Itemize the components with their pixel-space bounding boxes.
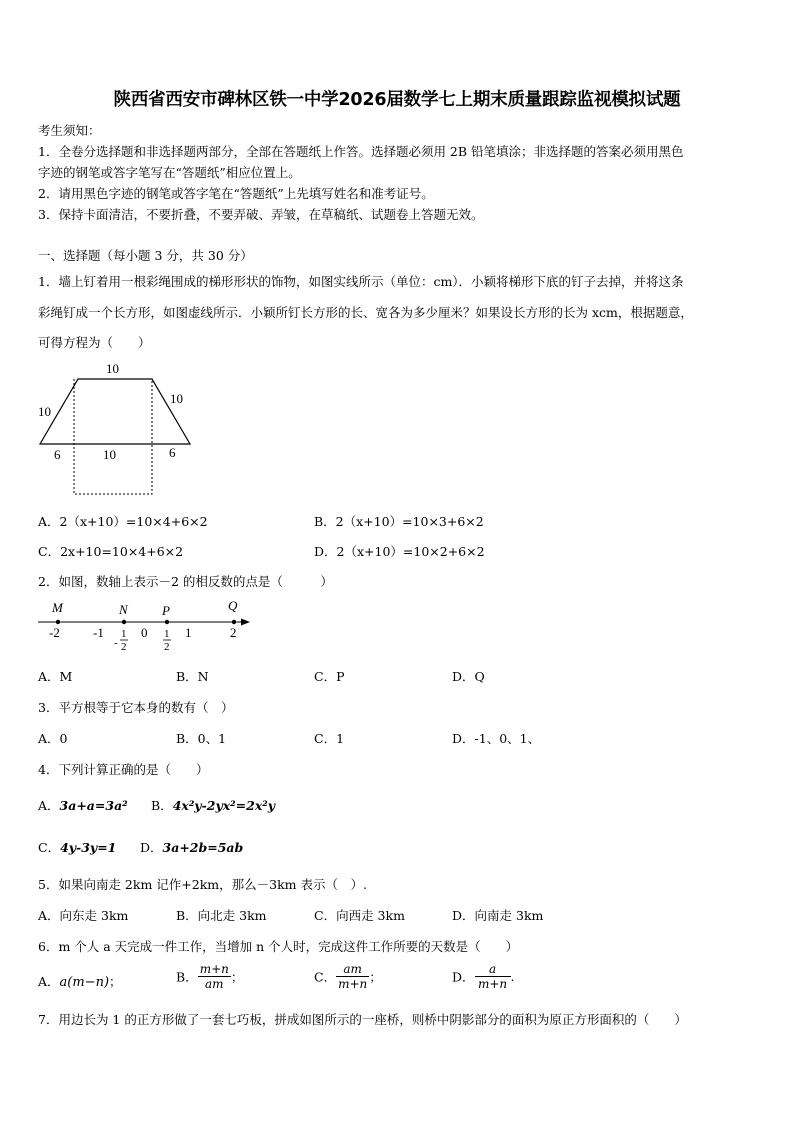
q1-option-b: B．2（x+10）=10×3+6×2	[314, 514, 484, 529]
label-bottom-mid: 10	[103, 447, 116, 462]
label-M: M	[52, 600, 63, 615]
q4-option-c	[38, 838, 116, 856]
q3-option-d: D．-1、0、1、	[452, 731, 541, 746]
point-M	[56, 620, 60, 624]
label-bottom-right: 6	[169, 445, 176, 460]
q1-trapezoid-figure	[30, 356, 210, 501]
option-label: A．	[38, 974, 60, 989]
q2-option-a: A．M	[38, 669, 73, 684]
notice-line: 1．全卷分选择题和非选择题两部分，全部在答题纸上作答。选择题必须用 2B 铅笔填涂；非选择题的答案必须用黑色	[38, 144, 684, 159]
denominator: m+n	[338, 977, 368, 991]
notice-line: 2．请用黑色字迹的钢笔或答字笔在“答题纸”上先填写姓名和准考证号。	[38, 186, 434, 201]
fraction	[336, 962, 369, 991]
q7-stem: 7．用边长为 1 的正方形做了一套七巧板，拼成如图所示的一座桥，则桥中阴影部分的面积为原正方形面积的（ ）	[38, 1012, 687, 1027]
numerator: m+n	[199, 962, 229, 976]
q3-option-c: C．1	[314, 731, 345, 746]
point-Q	[232, 620, 236, 624]
frac-num: 1	[164, 628, 170, 640]
tick--1: -1	[93, 625, 104, 640]
numerator: a	[488, 962, 497, 976]
numerator: am	[343, 962, 362, 976]
q5-option-b: B．向北走 3km	[176, 908, 267, 923]
option-label: C．	[38, 840, 61, 855]
q4-option-b	[151, 796, 275, 814]
option-expr: 4x²y-2yx²=2x²y	[172, 798, 276, 813]
option-suffix: .	[510, 969, 515, 984]
label-P: P	[162, 603, 170, 618]
q2-option-d: D．Q	[452, 669, 485, 684]
q3-stem: 3．平方根等于它本身的数有（ ）	[38, 700, 234, 715]
q3-option-b: B．0、1	[176, 731, 227, 746]
q2-option-c: C．P	[314, 669, 345, 684]
q6-option-c	[314, 962, 382, 991]
denominator: m+n	[475, 976, 511, 991]
q3-option-a: A．0	[38, 731, 68, 746]
point-P	[165, 620, 169, 624]
label-top: 10	[106, 361, 119, 376]
section-heading: 一、选择题（每小题 3 分，共 30 分）	[38, 248, 253, 263]
fraction	[475, 962, 511, 991]
q5-option-d: D．向南走 3km	[452, 908, 544, 923]
tick-2: 2	[230, 625, 237, 640]
fraction	[198, 962, 231, 991]
arrow-head	[241, 619, 250, 626]
q4-stem: 4．下列计算正确的是（ ）	[38, 762, 209, 777]
label-N: N	[119, 602, 128, 617]
option-expr: 3a+2b=5ab	[162, 840, 244, 855]
option-label: A．	[38, 798, 60, 813]
notice-line: 字迹的钢笔或答字笔写在“答题纸”相应位置上。	[38, 165, 301, 180]
q4-option-a	[38, 796, 128, 814]
q5-option-a: A．向东走 3km	[38, 908, 129, 923]
denominator: am	[198, 976, 231, 991]
q2-stem: 2．如图，数轴上表示－2 的相反数的点是（ ）	[38, 574, 333, 589]
tick-0: 0	[141, 625, 148, 640]
label-right: 10	[170, 391, 183, 406]
page-title: 陕西省西安市碑林区铁一中学2026届数学七上期末质量跟踪监视模拟试题	[113, 90, 681, 110]
q5-option-c: C．向西走 3km	[314, 908, 405, 923]
q1-option-c: C．2x+10=10×4+6×2	[38, 544, 184, 559]
option-expr: 3a+a=3a²	[59, 798, 128, 813]
option-expr: 4y-3y=1	[60, 840, 117, 855]
option-label: C．	[314, 969, 337, 985]
notice-line: 3．保持卡面清洁，不要折叠，不要弄破、弄皱，在草稿纸、试题卷上答题无效。	[38, 207, 484, 222]
frac-den: 2	[164, 641, 170, 653]
trapezoid-solid	[40, 379, 190, 444]
q1-option-d: D．2（x+10）=10×2+6×2	[314, 544, 485, 559]
q2-number-line	[30, 596, 260, 656]
option-suffix: ；	[369, 969, 382, 985]
q6-option-a	[38, 972, 122, 990]
option-label: B．	[151, 798, 173, 813]
option-label: D．	[140, 840, 163, 855]
tick--2: -2	[49, 625, 60, 640]
q1-stem-line: 彩绳钉成一个长方形，如图虚线所示．小颖所钉长方形的长、宽各为多少厘米？如果设长方形的长为 xcm，根据题意，	[38, 305, 693, 320]
option-suffix: ；	[109, 974, 122, 989]
label-left: 10	[38, 404, 51, 419]
q1-option-a: A．2（x+10）=10×4+6×2	[38, 514, 208, 529]
label-Q: Q	[228, 598, 238, 613]
tick-1: 1	[185, 625, 192, 640]
option-label: B．	[176, 969, 198, 985]
frac-minus: -	[114, 637, 118, 649]
q6-stem: 6．m 个人 a 天完成一件工作，当增加 n 个人时，完成这件工作所要的天数是（ ）	[38, 939, 519, 954]
frac-num: 1	[121, 628, 127, 640]
label-bottom-left: 6	[54, 447, 61, 462]
frac-den: 2	[121, 641, 127, 653]
q1-stem-line: 可得方程为（ ）	[38, 335, 151, 350]
q2-option-b: B．N	[176, 669, 209, 684]
option-suffix: ；	[230, 969, 244, 985]
point-N	[122, 620, 126, 624]
q6-option-b	[176, 962, 243, 991]
option-label: D．	[452, 969, 475, 985]
notice-heading: 考生须知：	[38, 123, 101, 138]
q1-stem-line: 1．墙上钉着用一根彩绳围成的梯形形状的饰物，如图实线所示（单位：cm）．小颖将梯形下底的钉子去掉，并将这条	[38, 274, 684, 289]
option-expr: a(m−n)	[59, 975, 110, 990]
q5-stem: 5．如果向南走 2km 记作+2km，那么－3km 表示（ ）.	[38, 877, 367, 892]
q6-option-d	[452, 962, 515, 991]
q4-option-d	[140, 838, 243, 856]
rectangle-dashed	[74, 379, 152, 494]
